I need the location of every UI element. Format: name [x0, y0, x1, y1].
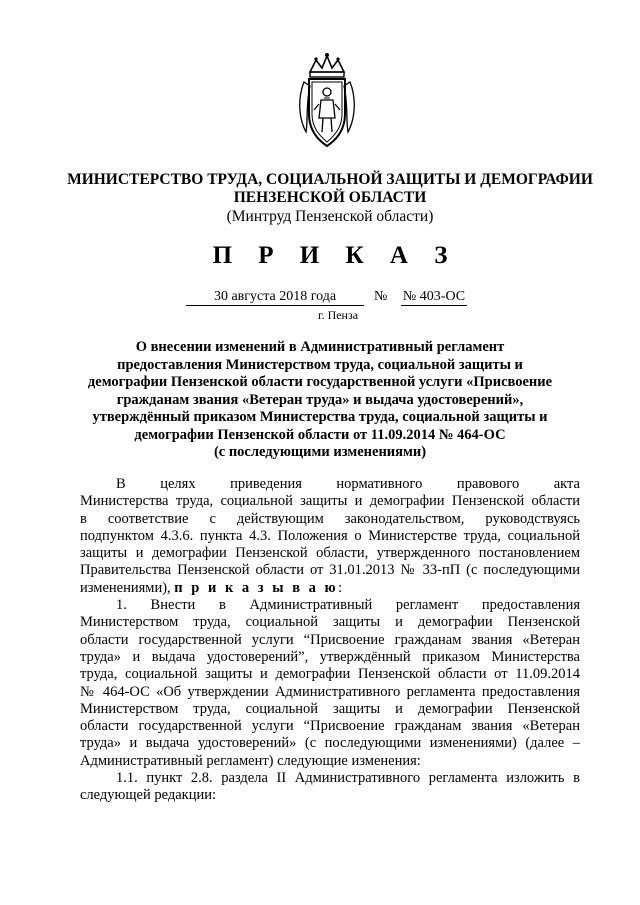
body-line: труда, социальной защиты и демографии Пензенской области от 11.09.2014	[80, 666, 580, 683]
body-line: следующей редакции:	[80, 787, 217, 804]
body-line: В целях приведения нормативного правового акта	[116, 476, 580, 492]
body-line: Министерством труда, социальной защиты и демографии Пензенской	[80, 614, 580, 631]
title-line: О внесении изменений в Административный регламент	[135, 339, 505, 355]
paragraph-item-1-1	[80, 770, 580, 805]
document-number: № 403-ОС	[402, 289, 466, 304]
ministry-short-name: (Минтруд Пензенской области)	[226, 208, 434, 225]
body-line: 1. Внести в Административный регламент предоставления	[116, 597, 580, 614]
document-city: г. Пенза	[318, 308, 359, 322]
title-line: демографии Пензенской области государственной услуги «Присвоение	[87, 374, 553, 390]
body-line: 1.1. пункт 2.8. раздела II Административного регламента изложить в	[116, 770, 580, 787]
coat-of-arms-icon	[296, 52, 358, 150]
body-text: изменениями),	[80, 579, 171, 596]
document-body	[80, 476, 580, 805]
document-date: 30 августа 2018 года	[186, 289, 364, 306]
number-sign: №	[374, 289, 388, 304]
title-line: гражданам звания «Ветеран труда» и выдача удостоверений»,	[116, 391, 524, 408]
document-title	[80, 339, 560, 462]
title-line: (с последующими изменениями)	[213, 444, 427, 460]
body-line: Административный регламент) следующие изменения:	[80, 752, 421, 769]
order-keyword: п р и к а з ы в а ю	[174, 579, 339, 596]
title-line: предоставления Министерством труда, социальной защиты и	[117, 356, 523, 373]
title-line: утверждённый приказом Министерства труда, социальной защиты и	[92, 409, 548, 425]
body-text: :	[338, 579, 343, 596]
paragraph-item-1	[80, 597, 580, 770]
body-line: № 464-ОС «Об утверждении Административного регламента предоставления	[80, 683, 580, 700]
body-line: труда» и выдача удостоверений» (с последующими изменениями) (далее –	[80, 735, 580, 752]
body-line: подпунктом 4.3.6. пункта 4.3. Положения о Министерстве труда, социальной	[80, 527, 580, 544]
body-line: области государственной услуги “Присвоение гражданам звания «Ветеран	[80, 718, 580, 735]
body-line: труда» и выдача удостоверений”, утверждённый приказом Министерства	[80, 648, 580, 665]
ministry-name-line1: МИНИСТЕРСТВО ТРУДА, СОЦИАЛЬНОЙ ЗАЩИТЫ И ДЕМОГРАФИИ	[67, 171, 593, 188]
body-line: Министерства труда, социальной защиты и демографии Пензенской области	[80, 493, 580, 510]
ministry-name-line2: ПЕНЗЕНСКОЙ ОБЛАСТИ	[233, 189, 427, 206]
body-line: Министерством труда, социальной защиты и демографии Пензенской	[80, 700, 580, 717]
title-line: демографии Пензенской области от 11.09.2014 № 464-ОС	[134, 426, 506, 443]
body-line: защиты и демографии Пензенской области, утвержденного постановлением	[80, 545, 580, 562]
body-line: Правительства Пензенской области от 31.01.2013 № 33-пП (с последующими	[80, 562, 580, 579]
body-line: области государственной услуги “Присвоение гражданам звания «Ветеран	[80, 631, 580, 648]
date-number-row	[0, 289, 640, 309]
body-line: в соответствие с действующим законодательством, руководствуясь	[80, 510, 580, 527]
paragraph-preamble	[80, 476, 580, 597]
document-type: П Р И К А З	[212, 242, 458, 269]
body-line	[80, 580, 580, 597]
